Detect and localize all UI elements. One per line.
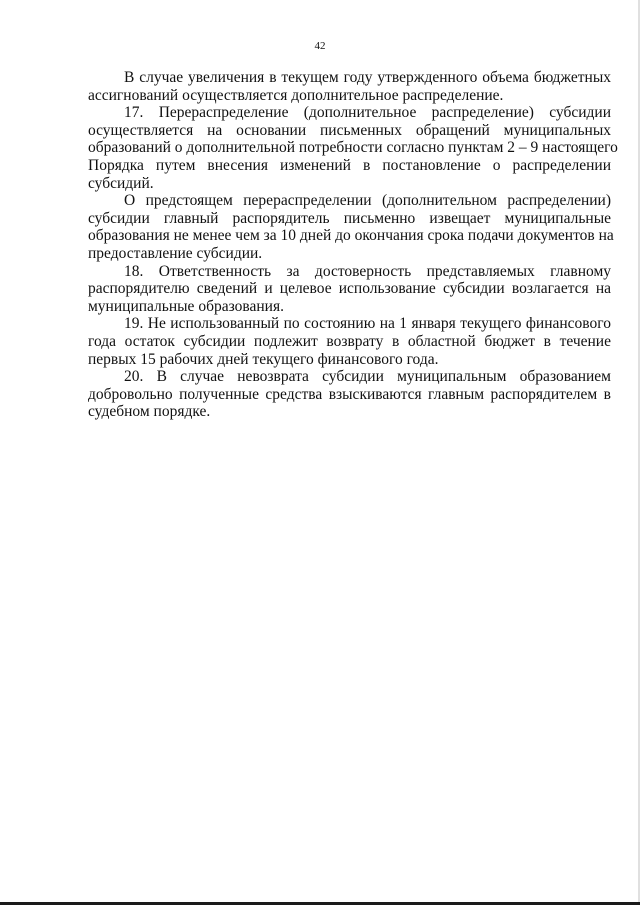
paragraph-19 [88, 315, 611, 368]
paragraph-redistribution-notice [88, 192, 614, 262]
text-line: судебном порядке. [88, 403, 211, 421]
paragraph-20 [88, 368, 611, 421]
text-line: О предстоящем перераспределении (дополнительном распределении) [124, 192, 611, 210]
text-line: 20. В случае невозврата субсидии муниципальным образованием [124, 368, 611, 386]
text-line: образования не менее чем за 10 дней до окончания срока подачи документов на [88, 227, 614, 245]
text-line: муниципальные образования. [88, 297, 284, 315]
text-line: предоставление субсидии. [88, 244, 263, 262]
text-line: Порядка путем внесения изменений в постановление о распределении [88, 156, 611, 174]
text-line: В случае увеличения в текущем году утвержденного объема бюджетных [124, 69, 611, 86]
text-line: добровольно полученные средства взыскиваются главным распорядителем в [88, 385, 611, 403]
text-line: 19. Не использованный по состоянию на 1 января текущего финансового [124, 315, 611, 333]
text-line: субсидий. [88, 174, 154, 192]
text-line: распорядителю сведений и целевое использование субсидии возлагается на [88, 280, 611, 298]
page-number: 42 [314, 40, 326, 52]
text-line: осуществляется на основании письменных обращений муниципальных [88, 121, 611, 139]
paragraph-18 [88, 263, 611, 316]
text-line: года остаток субсидии подлежит возврату в областной бюджет в течение [88, 332, 611, 350]
text-line: ассигнований осуществляется дополнительное распределение. [88, 86, 504, 104]
text-line: 18. Ответственность за достоверность представляемых главному [124, 262, 611, 280]
paragraph-budget-increase [88, 69, 611, 104]
text-line: образований о дополнительной потребности согласно пунктам 2 – 9 настоящего [88, 139, 618, 157]
document-body [88, 69, 618, 421]
text-line: субсидии главный распорядитель письменно извещает муниципальные [88, 209, 611, 227]
text-line: первых 15 рабочих дней текущего финансового года. [88, 350, 439, 368]
paragraph-17 [88, 104, 618, 192]
text-line: 17. Перераспределение (дополнительное распределение) субсидии [124, 104, 611, 122]
